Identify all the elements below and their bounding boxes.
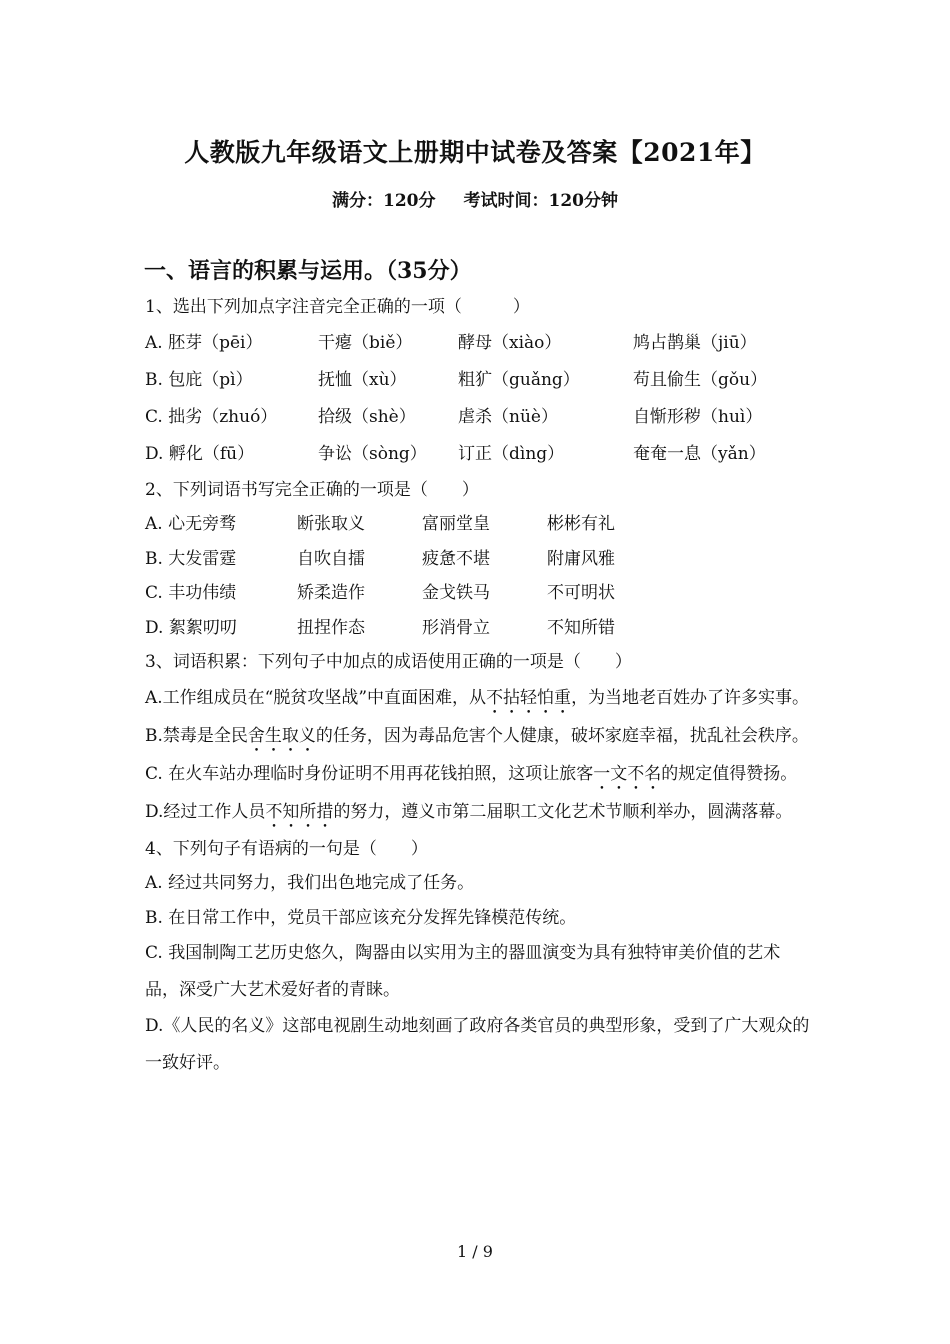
question-3-stem: 3、词语积累：下列句子中加点的成语使用正确的一项是（ ） [145, 652, 632, 672]
subtitle [0, 186, 950, 211]
option-text: ，为当地老百姓办了许多实事。 [571, 687, 810, 708]
emphasized-idiom: 舍生取义 [247, 725, 316, 746]
option-item: 不可明状 [547, 583, 615, 603]
exam-time: 考试时间：120分钟 [463, 191, 618, 211]
option-item: D. 絮絮叨叨 [145, 617, 237, 638]
option-item: 干瘪（biě） [318, 332, 413, 353]
question-3-option-a [145, 680, 813, 718]
option-item: 争讼（sòng） [318, 443, 427, 464]
option-item: 彬彬有礼 [547, 514, 615, 534]
question-2-stem: 2、下列词语书写完全正确的一项是（ ） [145, 479, 479, 500]
option-item: C. 丰功伟绩 [145, 583, 237, 603]
option-item: 扭捏作态 [297, 617, 365, 638]
question-4-option-b: B. 在日常工作中，党员干部应该充分发挥先锋模范传统。 [145, 907, 577, 928]
option-item: 自吹自擂 [297, 548, 365, 569]
option-text: A.工作组成员在“脱贫攻坚战”中直面困难，从 [145, 687, 487, 708]
emphasized-idiom: 不知所措 [265, 801, 334, 822]
emphasized-idiom: 一文不名 [593, 763, 662, 784]
option-text: B.禁毒是全民 [145, 725, 248, 746]
option-item: 金戈铁马 [422, 583, 490, 603]
question-1-option-a [145, 325, 813, 362]
question-1-option-c [145, 399, 813, 436]
option-item: 断张取义 [297, 514, 365, 534]
question-4-option-c: C. 我国制陶工艺历史悠久，陶器由以实用为主的器皿演变为具有独特审美价值的艺术品，深受广大艺术爱好者的青睐。 [145, 943, 781, 1000]
question-1-option-d [145, 436, 813, 473]
question-4-option-a: A. 经过共同努力，我们出色地完成了任务。 [145, 873, 475, 893]
option-item: B. 大发雷霆 [145, 548, 237, 569]
option-item: 苟且偷生（gǒu） [633, 369, 768, 390]
question-content [145, 290, 813, 1081]
question-1-option-b [145, 362, 813, 399]
option-item: 附庸风雅 [547, 548, 615, 569]
option-item: A. 胚芽（pēi） [145, 332, 263, 353]
page-number: 1 / 9 [457, 1242, 493, 1261]
option-item: 订正（dìng） [458, 443, 565, 464]
option-item: 矫柔造作 [297, 583, 365, 603]
option-item: 自惭形秽（huì） [633, 406, 763, 427]
option-item: 鸠占鹊巢（jiū） [633, 332, 757, 353]
option-text: D.经过工作人员 [145, 801, 266, 822]
option-item: 拾级（shè） [318, 406, 416, 427]
question-4-option-d: D.《人民的名义》这部电视剧生动地刻画了政府各类官员的典型形象，受到了广大观众的一致好评。 [145, 1016, 810, 1073]
question-2-option-b [145, 542, 813, 577]
question-3-option-b [145, 718, 813, 756]
question-3-option-d [145, 794, 813, 832]
option-item: 形消骨立 [422, 617, 490, 638]
option-text: C. 在火车站办理临时身份证明不用再花钱拍照，这项让旅客 [145, 763, 594, 784]
question-1-stem: 1、选出下列加点字注音完全正确的一项（ ） [145, 297, 530, 317]
section-heading: 一、语言的积累与运用。（35分） [144, 258, 472, 284]
option-item: 抚恤（xù） [318, 369, 407, 390]
emphasized-idiom: 不拈轻怕重 [486, 687, 572, 708]
option-item: A. 心无旁骛 [145, 514, 237, 534]
option-item: B. 包庇（pì） [145, 369, 253, 390]
full-score: 满分：120分 [332, 191, 436, 211]
page-title: 人教版九年级语文上册期中试卷及答案【2021年】 [184, 138, 766, 167]
option-item: 虐杀（nüè） [458, 406, 558, 427]
option-item: 粗犷（guǎng） [458, 369, 580, 390]
option-item: C. 拙劣（zhuó） [145, 406, 278, 427]
question-2-option-a [145, 507, 813, 542]
option-item: 奄奄一息（yǎn） [633, 443, 766, 464]
option-text: 的规定值得赞扬。 [661, 763, 798, 784]
option-item: 酵母（xiào） [458, 332, 562, 353]
question-3-option-c [145, 756, 813, 794]
option-item: 富丽堂皇 [422, 514, 490, 534]
question-4-stem: 4、下列句子有语病的一句是（ ） [145, 838, 428, 859]
option-item: 疲惫不堪 [422, 548, 490, 569]
option-item: D. 孵化（fū） [145, 443, 255, 464]
option-text: 的努力，遵义市第二届职工文化艺术节顺利举办，圆满落幕。 [333, 801, 793, 822]
question-2-option-c [145, 576, 813, 611]
option-item: 不知所错 [547, 617, 615, 638]
question-2-option-d [145, 611, 813, 646]
option-text: 的任务，因为毒品危害个人健康，破坏家庭幸福，扰乱社会秩序。 [315, 725, 809, 746]
